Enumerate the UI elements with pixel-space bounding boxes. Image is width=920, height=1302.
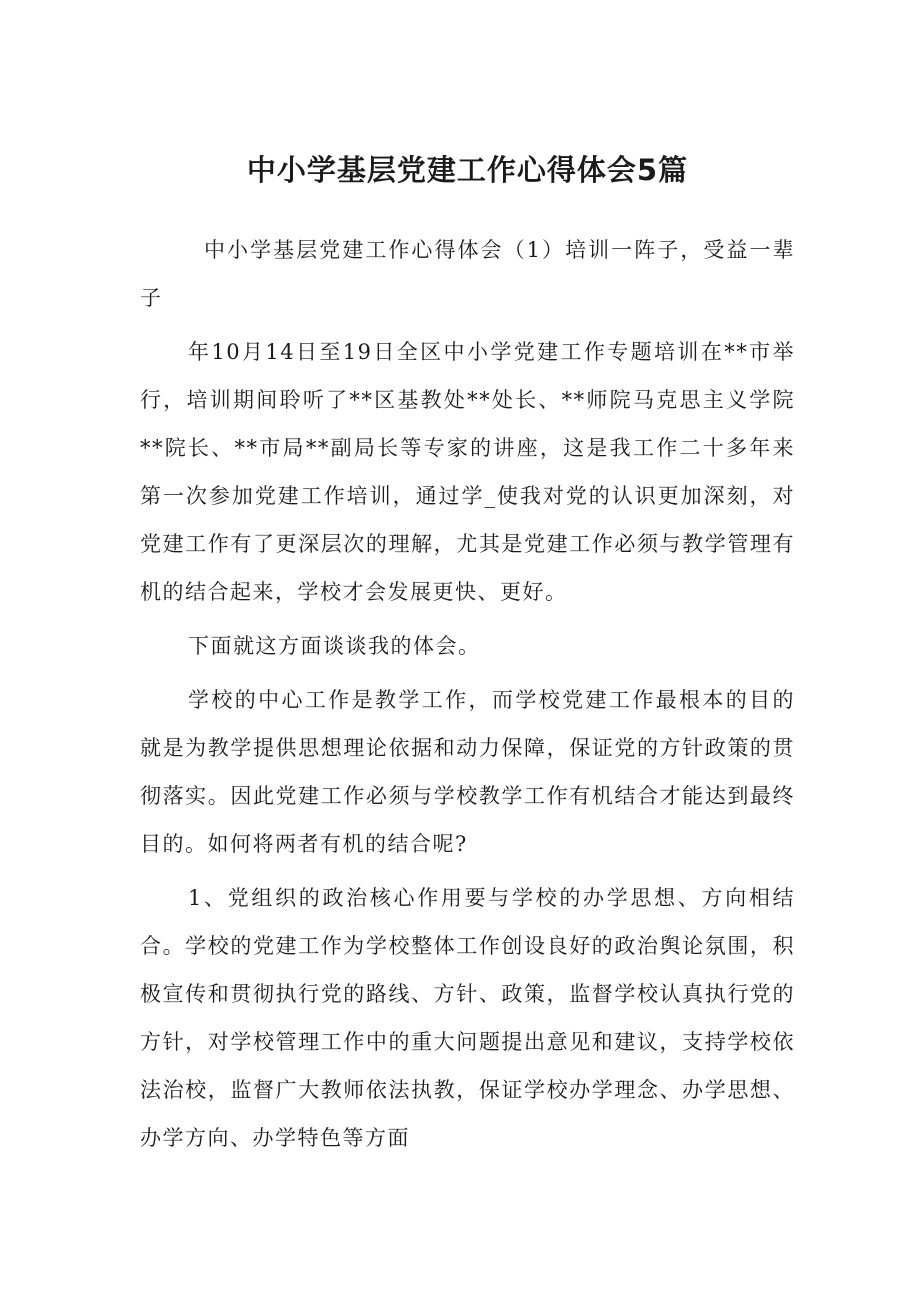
paragraph-intro: 下面就这方面谈谈我的体会。 (188, 634, 481, 658)
paragraph-point-1: 1、党组织的政治核心作用要与学校的办学思想、方向相结合。学校的党建工作为学校整体工作创设良好的政治舆论氛围，积极宣传和贯彻执行党的路线、方针、政策，监督学校认真执行党的方针，对学校管理工作中的重大问题提出意见和建议，支持学校依法治校，监督广大教师依法执教，保证学校办学理念、办学思想、办学方向、办学特色等方面 (140, 886, 795, 1150)
paragraph-training: 年10月14日至19日全区中小学党建工作专题培训在**市举行，培训期间聆听了**区基教处**处长、**师院马克思主义学院**院长、**市局**副局长等专家的讲座，这是我工作二十多年来第一次参加党建工作培训，通过学_使我对党的认识更加深刻，对党建工作有了更深层次的理解，尤其是党建工作必须与教学管理有机的结合起来，学校才会发展更快、更好。 (140, 340, 795, 604)
document-title: 中小学基层党建工作心得体会5篇 (246, 153, 689, 187)
paragraph-subtitle: 中小学基层党建工作心得体会（1）培训一阵子，受益一辈子 (140, 238, 795, 310)
paragraph-center-work: 学校的中心工作是教学工作，而学校党建工作最根本的目的就是为教学提供思想理论依据和动力保障，保证党的方针政策的贯彻落实。因此党建工作必须与学校教学工作有机结合才能达到最终目的。如何将两者有机的结合呢? (140, 688, 795, 856)
document-page (140, 150, 795, 1168)
